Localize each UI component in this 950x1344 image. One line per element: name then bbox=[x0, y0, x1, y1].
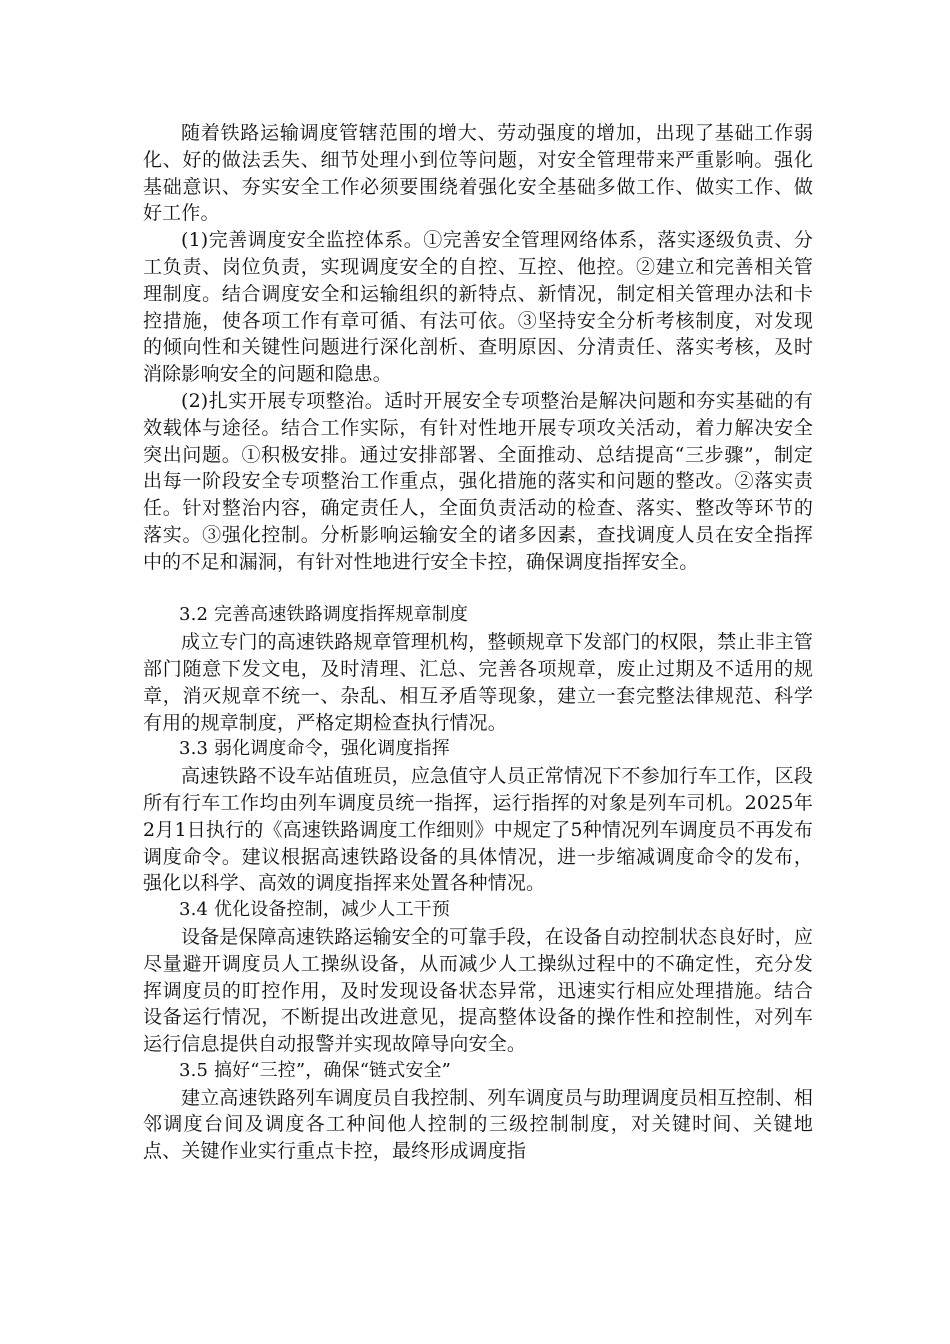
monitoring-system-paragraph: (1)完善调度安全监控体系。①完善安全管理网络体系，落实逐级负责、分工负责、岗位负责，实现调度安全的自控、互控、他控。②建立和完善相关管理制度。结合调度安全和运输组织的新特点、新情况，制定相关管理办法和卡控措施，使各项工作有章可循、有法可依。③坚持安全分析考核制度，对发现的倾向性和关键性问题进行深化剖析、查明原因、分清责任、落实考核，及时消除影响安全的问题和隐患。 bbox=[143, 229, 813, 386]
blank-line bbox=[143, 576, 813, 603]
section-heading-3-4: 3.4 优化设备控制，减少人工干预 bbox=[179, 899, 450, 921]
intro-paragraph: 随着铁路运输调度管辖范围的增大、劳动强度的增加，出现了基础工作弱化、好的做法丢失、细节处理小到位等问题，对安全管理带来严重影响。强化基础意识、夯实安全工作必须要围绕着强化安全基础多做工作、做实工作、做好工作。 bbox=[143, 122, 813, 225]
section-body-3-5: 建立高速铁路列车调度员自我控制、列车调度员与助理调度员相互控制、相邻调度台间及调度各工种间他人控制的三级控制制度，对关键时间、关键地点、关键作业实行重点卡控，最终形成调度指 bbox=[143, 1086, 813, 1163]
section-heading-3-5: 3.5 搞好“三控”，确保“链式安全” bbox=[179, 1059, 452, 1081]
section-heading-3-2: 3.2 完善高速铁路调度指挥规章制度 bbox=[179, 604, 469, 626]
document-page bbox=[143, 120, 813, 1165]
section-body-3-2: 成立专门的高速铁路规章管理机构，整顿规章下发部门的权限，禁止非主管部门随意下发文电，及时清理、汇总、完善各项规章，废止过期及不适用的规章，消灭规章不统一、杂乱、相互矛盾等现象，建立一套完整法律规范、科学有用的规章制度，严格定期检查执行情况。 bbox=[143, 631, 813, 734]
section-body-3-4: 设备是保障高速铁路运输安全的可靠手段，在设备自动控制状态良好时，应尽量避开调度员人工操纵设备，从而减少人工操纵过程中的不确定性，充分发挥调度员的盯控作用，及时发现设备状态异常，迅速实行相应处理措施。结合设备运行情况，不断提出改进意见，提高整体设备的操作性和控制性，对列车运行信息提供自动报警并实现故障导向安全。 bbox=[143, 925, 813, 1056]
section-heading-3-3: 3.3 弱化调度命令，强化调度指挥 bbox=[179, 738, 450, 760]
special-rectification-paragraph: (2)扎实开展专项整治。适时开展安全专项整治是解决问题和夯实基础的有效载体与途径。结合工作实际，有针对性地开展专项攻关活动，着力解决安全突出问题。①积极安排。通过安排部署、全面推动、总结提高“三步骤”，制定出每一阶段安全专项整治工作重点，强化措施的落实和问题的整改。②落实责任。针对整治内容，确定责任人，全面负责活动的检查、落实、整改等环节的落实。③强化控制。分析影响运输安全的诸多因素，查找调度人员在安全指挥中的不足和漏洞，有针对性地进行安全卡控，确保调度指挥安全。 bbox=[143, 389, 813, 573]
section-body-3-3: 高速铁路不设车站值班员，应急值守人员正常情况下不参加行车工作，区段所有行车工作均由列车调度员统一指挥，运行指挥的对象是列车司机。2025年2月1日执行的《高速铁路调度工作细则》中规定了5种情况列车调度员不再发布调度命令。建议根据高速铁路设备的具体情况，进一步缩减调度命令的发布，强化以科学、高效的调度指挥来处置各种情况。 bbox=[143, 765, 813, 895]
